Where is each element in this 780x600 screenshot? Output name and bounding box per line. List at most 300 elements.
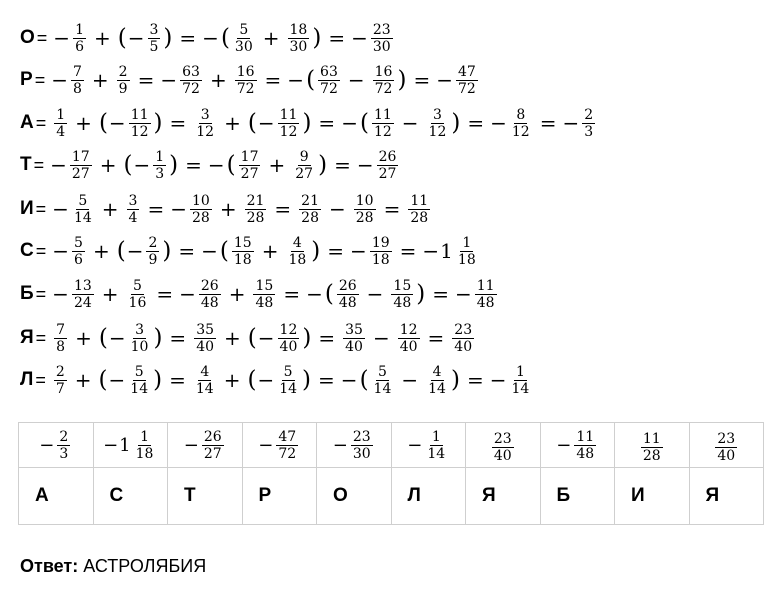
numerator: 19 — [371, 234, 390, 251]
fraction — [194, 322, 216, 355]
fraction-term — [371, 64, 397, 97]
fraction-term — [251, 278, 277, 311]
fraction — [57, 429, 70, 462]
equals-sign: = — [35, 112, 47, 133]
parenthesis: ) — [450, 367, 460, 393]
minus-sign: − — [52, 282, 69, 306]
parenthesis: ) — [169, 152, 179, 178]
denominator: 12 — [511, 123, 530, 140]
fraction — [337, 278, 359, 311]
fraction — [245, 193, 267, 226]
fraction-term — [436, 64, 480, 97]
fraction-term — [160, 64, 204, 97]
denominator: 14 — [427, 445, 446, 462]
minus-sign: − — [201, 239, 218, 263]
fraction-term — [257, 364, 301, 397]
denominator: 14 — [428, 380, 446, 397]
fraction-term — [184, 429, 226, 462]
equation-letter: Б — [20, 283, 34, 304]
value-cell — [540, 423, 615, 468]
operator: + — [101, 197, 119, 221]
fraction — [278, 107, 300, 140]
fraction-term — [192, 364, 218, 397]
denominator: 40 — [717, 447, 736, 464]
denominator: 40 — [279, 338, 298, 355]
operator: = — [318, 111, 336, 135]
fraction — [509, 364, 531, 397]
letter-cell: Л — [391, 468, 466, 525]
fraction-term — [341, 322, 367, 355]
fraction — [343, 322, 365, 355]
fraction-term — [284, 235, 310, 268]
fraction — [475, 278, 497, 311]
fraction — [377, 149, 399, 182]
fraction-term — [424, 364, 450, 397]
parenthesis: ) — [153, 325, 163, 351]
operator: + — [75, 326, 92, 350]
denominator: 12 — [428, 123, 447, 140]
parenthesis: ( — [247, 110, 257, 136]
fraction-term — [562, 107, 597, 140]
fraction — [372, 364, 394, 397]
numerator: 12 — [279, 321, 298, 338]
operator: = — [539, 111, 557, 135]
operator: = — [432, 282, 449, 306]
numerator: 5 — [378, 363, 387, 380]
fraction-term — [52, 364, 69, 397]
equation-letter: Р — [20, 69, 33, 90]
fraction-term — [286, 22, 312, 55]
minus-sign: − — [52, 197, 69, 221]
whole-part: 1 — [119, 434, 131, 456]
letter-cell: Р — [242, 468, 317, 525]
numerator: 3 — [200, 106, 210, 123]
minus-sign: − — [160, 68, 178, 92]
minus-sign: − — [127, 26, 145, 50]
fraction — [288, 22, 310, 55]
denominator: 6 — [75, 38, 84, 55]
fraction — [73, 22, 86, 55]
parenthesis: ) — [163, 25, 173, 51]
parenthesis: ( — [116, 238, 126, 264]
parenthesis: ) — [312, 25, 322, 51]
parenthesis: ) — [311, 238, 321, 264]
letter-cell: Т — [168, 468, 243, 525]
fraction — [510, 107, 532, 140]
answer-label: Ответ: — [20, 556, 79, 576]
numerator: 3 — [128, 192, 138, 209]
numerator: 11 — [576, 428, 595, 445]
operator: + — [223, 368, 241, 392]
fraction-term — [713, 431, 739, 464]
minus-sign: − — [51, 68, 68, 92]
equation-letter: Т — [20, 154, 32, 175]
minus-sign: − — [490, 111, 507, 135]
fraction-term — [133, 149, 168, 182]
operator: + — [224, 326, 241, 350]
minus-sign: − — [455, 282, 472, 306]
numerator: 26 — [200, 277, 219, 294]
denominator: 12 — [196, 123, 215, 140]
fraction-term — [389, 278, 415, 311]
numerator: 5 — [78, 192, 88, 209]
denominator: 4 — [128, 209, 138, 226]
denominator: 27 — [295, 165, 314, 182]
numerator: 26 — [338, 277, 357, 294]
equation-letter: А — [20, 112, 34, 133]
numerator: 23 — [372, 21, 391, 38]
minus-sign: − — [207, 153, 225, 177]
operator: + — [74, 368, 92, 392]
minus-sign: − — [562, 111, 580, 135]
minus-sign: − — [350, 239, 367, 263]
value-cell — [391, 423, 466, 468]
operator: + — [268, 153, 286, 177]
fraction-term — [125, 278, 151, 311]
equation-letter: Я — [20, 327, 34, 348]
fraction-term — [127, 235, 162, 268]
operator: = — [283, 282, 301, 306]
fraction — [372, 107, 394, 140]
operator: − — [329, 197, 346, 221]
denominator: 18 — [135, 445, 154, 462]
value-cell — [242, 423, 317, 468]
operator: = — [169, 111, 187, 135]
numerator: 47 — [457, 63, 476, 80]
numerator: 35 — [196, 321, 215, 338]
fraction-term — [170, 193, 214, 226]
fraction — [72, 235, 85, 268]
fraction — [427, 107, 449, 140]
numerator: 9 — [299, 148, 309, 165]
fraction-term — [333, 429, 375, 462]
fraction — [276, 429, 298, 462]
minus-sign: − — [258, 434, 274, 456]
fraction — [190, 193, 212, 226]
equals-sign: = — [35, 327, 47, 348]
denominator: 28 — [642, 447, 661, 464]
operator: + — [262, 26, 280, 50]
answer-key-table — [18, 422, 764, 525]
fraction-term — [407, 429, 449, 462]
fraction-term — [243, 193, 269, 226]
fraction-term — [316, 64, 342, 97]
operator: = — [185, 153, 202, 177]
operator: + — [101, 282, 119, 306]
operator: − — [401, 111, 419, 135]
equals-sign: = — [35, 240, 47, 261]
fraction — [194, 364, 216, 397]
numerator: 4 — [432, 363, 442, 380]
numerator: 3 — [432, 106, 442, 123]
operator: = — [318, 326, 336, 350]
operator: = — [156, 282, 174, 306]
equation-row — [20, 64, 480, 96]
fraction-term — [297, 193, 323, 226]
minus-sign: − — [39, 434, 55, 456]
parenthesis: ( — [247, 367, 257, 393]
fraction-term — [490, 364, 534, 397]
fraction — [232, 235, 254, 268]
numerator: 11 — [410, 192, 429, 209]
fraction — [456, 235, 478, 268]
minus-sign: − — [489, 368, 507, 392]
fraction-term — [39, 429, 72, 462]
fraction-term — [350, 235, 394, 268]
fraction — [129, 107, 151, 140]
parenthesis: ) — [416, 281, 426, 307]
equals-sign: = — [35, 283, 47, 304]
fraction — [286, 235, 308, 268]
denominator: 14 — [73, 209, 92, 226]
fraction-term — [450, 322, 476, 355]
numerator: 2 — [118, 63, 128, 80]
operator: = — [274, 197, 292, 221]
equation-row — [20, 364, 533, 396]
equals-sign: = — [34, 69, 46, 90]
equation-row — [20, 278, 499, 310]
equation-letter: С — [20, 240, 34, 261]
minus-sign: − — [50, 153, 67, 177]
denominator: 27 — [240, 165, 259, 182]
fraction — [391, 278, 413, 311]
fraction-term — [556, 429, 598, 462]
parenthesis: ) — [153, 110, 163, 136]
minus-sign: − — [257, 326, 275, 350]
numerator: 1 — [155, 148, 165, 165]
fraction — [146, 235, 159, 268]
denominator: 14 — [279, 380, 298, 397]
fraction — [72, 278, 94, 311]
numerator: 4 — [200, 363, 210, 380]
fraction-term — [258, 107, 302, 140]
operator: = — [264, 68, 282, 92]
fraction — [277, 364, 299, 397]
denominator: 24 — [73, 294, 92, 311]
operator: = — [334, 153, 351, 177]
fraction-term — [115, 64, 132, 97]
numerator: 10 — [355, 192, 374, 209]
fraction — [233, 22, 255, 55]
denominator: 18 — [288, 251, 307, 268]
fraction — [134, 429, 156, 462]
operator: = — [466, 368, 484, 392]
minus-sign: − — [332, 434, 348, 456]
numerator: 23 — [717, 430, 736, 447]
equation-row — [20, 193, 432, 225]
equation-letter: О — [20, 27, 35, 48]
denominator: 40 — [454, 338, 473, 355]
denominator: 30 — [289, 38, 308, 55]
value-cell — [19, 423, 94, 468]
letter-cell: Я — [466, 468, 541, 525]
fraction-term — [231, 22, 257, 55]
answer-line — [20, 556, 206, 577]
operator: = — [427, 326, 445, 350]
fraction — [239, 149, 261, 182]
denominator: 30 — [372, 38, 391, 55]
fraction — [318, 64, 340, 97]
fraction-term — [192, 322, 218, 355]
equation-row — [20, 107, 597, 139]
fraction — [202, 429, 224, 462]
parenthesis: ( — [123, 152, 133, 178]
numerator: 5 — [134, 363, 144, 380]
numerator: 23 — [352, 428, 371, 445]
fraction-term — [52, 278, 96, 311]
fraction-term — [52, 193, 96, 226]
numerator: 17 — [71, 148, 90, 165]
fraction — [117, 64, 130, 97]
fraction-term — [109, 322, 153, 355]
denominator: 72 — [457, 80, 476, 97]
numerator: 17 — [240, 148, 259, 165]
letter-cell: Я — [689, 468, 764, 525]
denominator: 27 — [203, 445, 222, 462]
denominator: 3 — [155, 165, 165, 182]
denominator: 27 — [378, 165, 397, 182]
operator: = — [137, 68, 155, 92]
denominator: 30 — [234, 38, 253, 55]
parenthesis: ) — [302, 325, 312, 351]
numerator: 11 — [279, 106, 298, 123]
operator: + — [99, 153, 117, 177]
fraction-term — [233, 64, 259, 97]
denominator: 48 — [576, 445, 595, 462]
numerator: 5 — [239, 21, 249, 38]
equation-row — [20, 235, 480, 267]
fraction — [54, 107, 67, 140]
denominator: 12 — [373, 123, 392, 140]
equals-sign: = — [35, 369, 46, 390]
fraction — [253, 278, 275, 311]
fraction — [153, 149, 166, 182]
operator: + — [219, 197, 237, 221]
fraction-term — [422, 235, 479, 268]
fraction — [127, 193, 140, 226]
denominator: 72 — [278, 445, 297, 462]
parenthesis: ( — [359, 367, 369, 393]
operator: = — [328, 26, 346, 50]
fraction — [71, 64, 84, 97]
denominator: 48 — [200, 294, 219, 311]
value-cell — [466, 423, 541, 468]
denominator: 48 — [255, 294, 274, 311]
operator: + — [93, 26, 111, 50]
fraction-term — [258, 429, 300, 462]
fraction-term — [230, 235, 256, 268]
numerator: 1 — [431, 428, 441, 445]
numerator: 21 — [246, 192, 265, 209]
fraction — [641, 431, 663, 464]
denominator: 9 — [148, 251, 158, 268]
numerator: 4 — [292, 234, 302, 251]
denominator: 14 — [130, 380, 149, 397]
parenthesis: ) — [153, 367, 163, 393]
denominator: 28 — [355, 209, 374, 226]
denominator: 72 — [182, 80, 200, 97]
fraction — [129, 322, 151, 355]
parenthesis: ) — [451, 110, 461, 136]
fraction — [371, 22, 393, 55]
numerator: 1 — [140, 428, 149, 445]
fraction — [370, 235, 392, 268]
parenthesis: ( — [359, 110, 369, 136]
fraction — [235, 64, 257, 97]
numerator: 26 — [203, 428, 222, 445]
parenthesis: ( — [98, 367, 108, 393]
denominator: 72 — [320, 80, 338, 97]
numerator: 2 — [59, 428, 69, 445]
denominator: 8 — [72, 80, 82, 97]
fraction-term — [109, 107, 153, 140]
parenthesis: ( — [220, 25, 230, 51]
equals-sign: = — [35, 198, 47, 219]
denominator: 18 — [371, 251, 390, 268]
operator: = — [169, 368, 186, 392]
fraction-term — [352, 193, 378, 226]
denominator: 40 — [345, 338, 363, 355]
numerator: 5 — [283, 363, 293, 380]
numerator: 10 — [191, 192, 210, 209]
operator: + — [261, 239, 279, 263]
fraction — [373, 64, 395, 97]
denominator: 18 — [233, 251, 252, 268]
operator: = — [147, 197, 165, 221]
fraction-term — [52, 235, 87, 268]
operator: − — [366, 282, 384, 306]
numerator: 47 — [278, 428, 297, 445]
fraction — [398, 322, 420, 355]
fraction-term — [490, 107, 534, 140]
minus-sign: − — [108, 111, 126, 135]
numerator: 11 — [642, 430, 661, 447]
denominator: 7 — [55, 380, 65, 397]
denominator: 3 — [584, 123, 594, 140]
numerator: 2 — [55, 363, 65, 380]
numerator: 13 — [73, 277, 92, 294]
minus-sign: − — [356, 153, 374, 177]
operator: + — [91, 68, 109, 92]
operator: = — [399, 239, 417, 263]
numerator: 11 — [130, 106, 149, 123]
denominator: 10 — [130, 338, 149, 355]
fraction-term — [291, 149, 317, 182]
parenthesis: ) — [397, 67, 407, 93]
minus-sign: − — [287, 68, 305, 92]
fraction — [354, 193, 376, 226]
fraction — [70, 149, 92, 182]
parenthesis: ) — [302, 110, 312, 136]
numerator: 26 — [378, 148, 397, 165]
value-cell — [317, 423, 392, 468]
denominator: 48 — [393, 294, 412, 311]
numerator: 18 — [289, 21, 308, 38]
numerator: 3 — [149, 21, 159, 38]
denominator: 28 — [191, 209, 210, 226]
parenthesis: ( — [324, 281, 334, 307]
fraction — [148, 22, 161, 55]
numerator: 1 — [56, 106, 66, 123]
parenthesis: ) — [162, 238, 172, 264]
minus-sign: − — [202, 26, 219, 50]
minus-sign: − — [340, 368, 358, 392]
fraction — [456, 64, 478, 97]
fraction — [299, 193, 321, 226]
denominator: 48 — [476, 294, 495, 311]
minus-sign: − — [53, 26, 71, 50]
denominator: 72 — [374, 80, 393, 97]
